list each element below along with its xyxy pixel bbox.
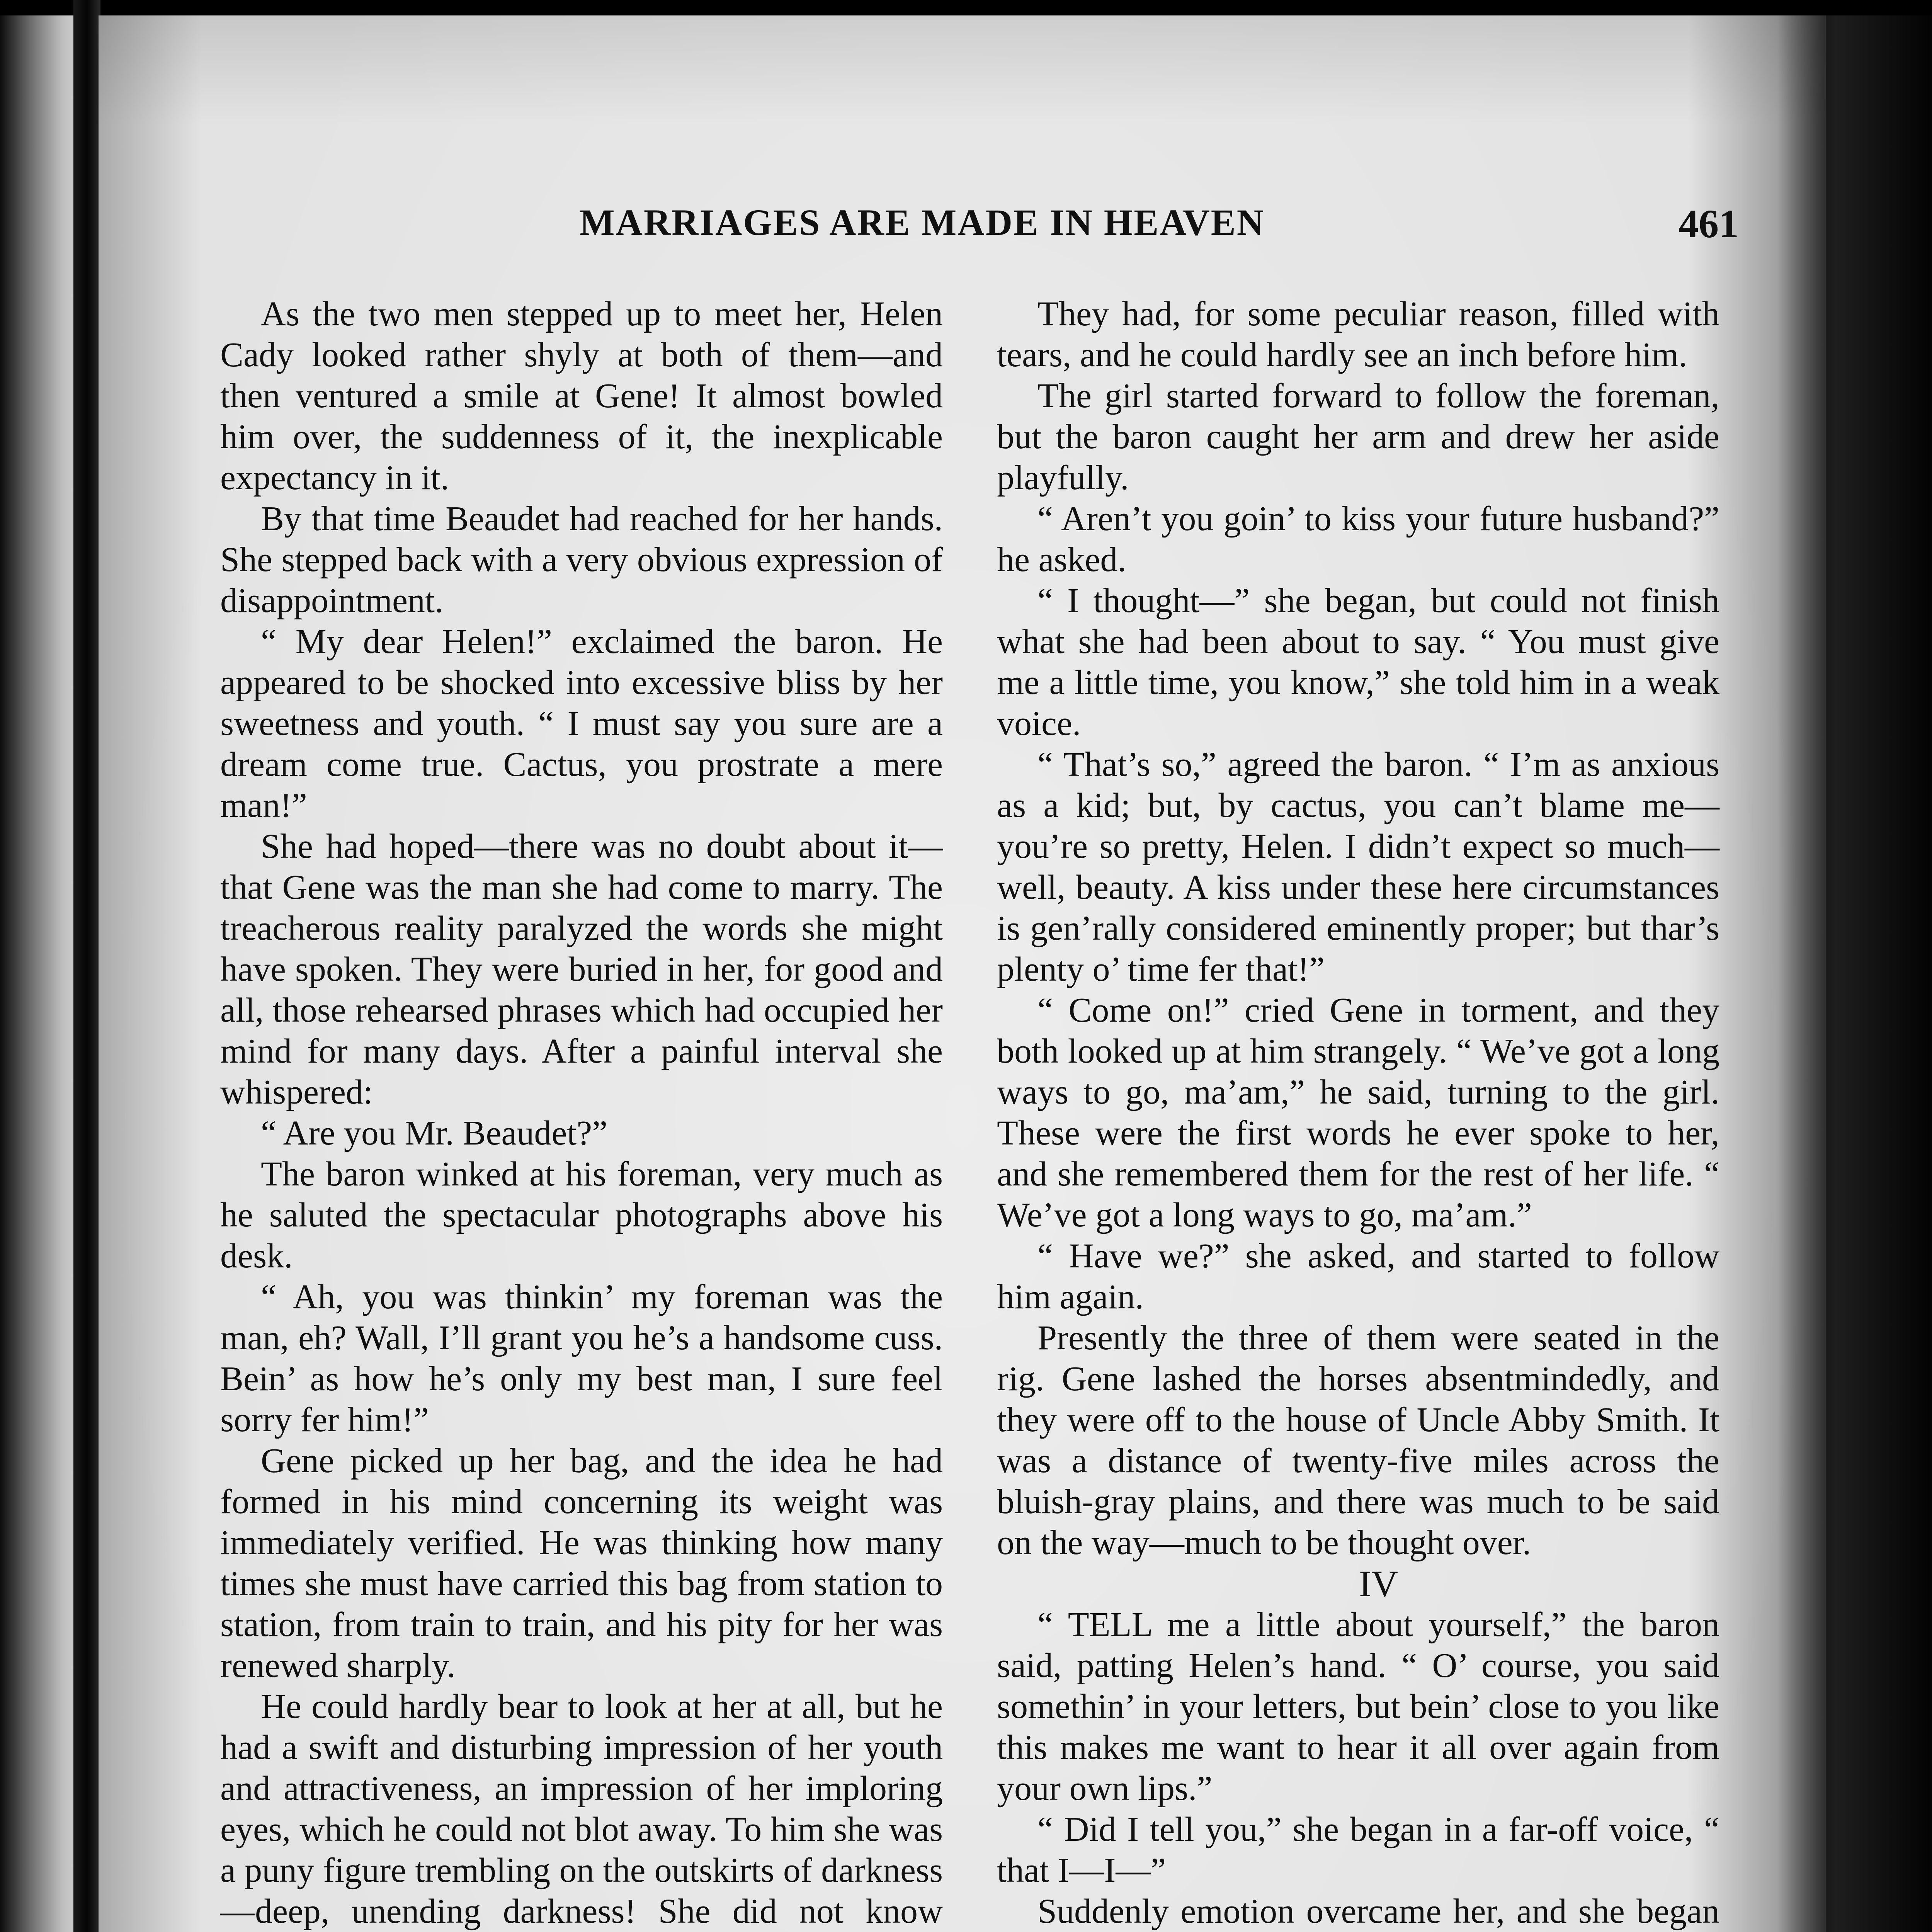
- section-heading: IV: [1359, 1563, 1398, 1604]
- page-header: [580, 201, 1739, 267]
- paragraph: The girl started forward to follow the foreman, but the baron caught her arm and drew her aside playfully.: [997, 377, 1719, 497]
- paragraph: He could hardly bear to look at her at all, but he had a swift and disturbing impression of her youth and attractiveness, an impression of her imploring eyes, which he could not blot away. To him she was a puny figure trembling on the outskirts of darkness—deep, unending darkness! She did not know: [220, 1687, 943, 1930]
- paragraph: She had hoped—there was no doubt about it—that Gene was the man she had come to marry. The treacherous reality paralyzed the words she might have spoken. They were buried in her, for good and all, those rehearsed phrases which had occupied her mind for many days. After a painful interval she whispered:: [220, 827, 943, 1111]
- paragraph: Suddenly emotion overcame her, and she began: [1037, 1892, 1719, 1930]
- paragraph: “ Have we?” she asked, and started to follow him again.: [997, 1237, 1719, 1316]
- paragraph: “ Aren’t you goin’ to kiss your future husband?” he asked.: [997, 500, 1719, 579]
- paragraph: By that time Beaudet had reached for her hands. She stepped back with a very obvious expression of disappointment.: [220, 500, 943, 620]
- paragraph: Presently the three of them were seated in the rig. Gene lashed the horses absentmindedly, and they were off to the house of Uncle Abby Smith. It was a distance of twenty-five miles across the bluish-gray plains, and there was much to be said on the way—much to be thought over.: [997, 1319, 1719, 1562]
- previous-page-edge: [0, 15, 77, 1932]
- paragraph: “ My dear Helen!” exclaimed the baron. He appeared to be shocked into excessive bliss by her sweetness and youth. “ I must say you sure are a dream come true. Cactus, you prostrate a mere man!”: [220, 622, 943, 825]
- book-gutter: [73, 0, 100, 1932]
- page-edge-shadow: [1777, 15, 1932, 1932]
- paragraph: “ TELL me a little about yourself,” the baron said, patting Helen’s hand. “ O’ course, you said somethin’ in your letters, but bein’ close to you like this makes me want to hear it all over again from your own lips.”: [997, 1605, 1719, 1808]
- paragraph: “ Ah, you was thinkin’ my foreman was the man, eh? Wall, I’ll grant you he’s a handsome cuss. Bein’ as how he’s only my best man, I sure feel sorry fer him!”: [220, 1278, 943, 1439]
- paragraph: “ Are you Mr. Beaudet?”: [261, 1114, 608, 1152]
- paragraph: “ I thought—” she began, but could not finish what she had been about to say. “ You must give me a little time, you know,” she told him in a weak voice.: [997, 582, 1719, 743]
- paragraph: As the two men stepped up to meet her, Helen Cady looked rather shyly at both of them—and then ventured a smile at Gene! It almost bowled him over, the suddenness of it, the inexplicable expectancy in it.: [220, 295, 943, 497]
- right-column: [997, 294, 1719, 1932]
- paragraph: “ That’s so,” agreed the baron. “ I’m as anxious as a kid; but, by cactus, you can’t blame me—you’re so pretty, Helen. I didn’t expect so much—well, beauty. A kiss under these here circumstances is gen’rally considered eminently proper; but thar’s plenty o’ time fer that!”: [997, 745, 1719, 988]
- paragraph: The baron winked at his foreman, very much as he saluted the spectacular photographs above his desk.: [220, 1155, 943, 1275]
- paragraph: They had, for some peculiar reason, filled with tears, and he could hardly see an inch before him.: [997, 295, 1719, 374]
- running-title: MARRIAGES ARE MADE IN HEAVEN: [580, 202, 1265, 243]
- paragraph: “ Did I tell you,” she began in a far-off voice, “ that I—I—”: [997, 1810, 1719, 1889]
- paragraph: Gene picked up her bag, and the idea he had formed in his mind concerning its weight was immediately verified. He was thinking how many times she must have carried this bag from station to station, from train to train, and his pity for her was renewed sharply.: [220, 1442, 943, 1685]
- page-number: 461: [1679, 202, 1739, 246]
- left-column: [220, 294, 943, 1932]
- paragraph: “ Come on!” cried Gene in torment, and they both looked up at him strangely. “ We’ve got a long ways to go, ma’am,” he said, turning to the girl. These were the first words he ever spoke to her, and she remembered them for the rest of her life. “ We’ve got a long ways to go, ma’am.”: [997, 991, 1719, 1234]
